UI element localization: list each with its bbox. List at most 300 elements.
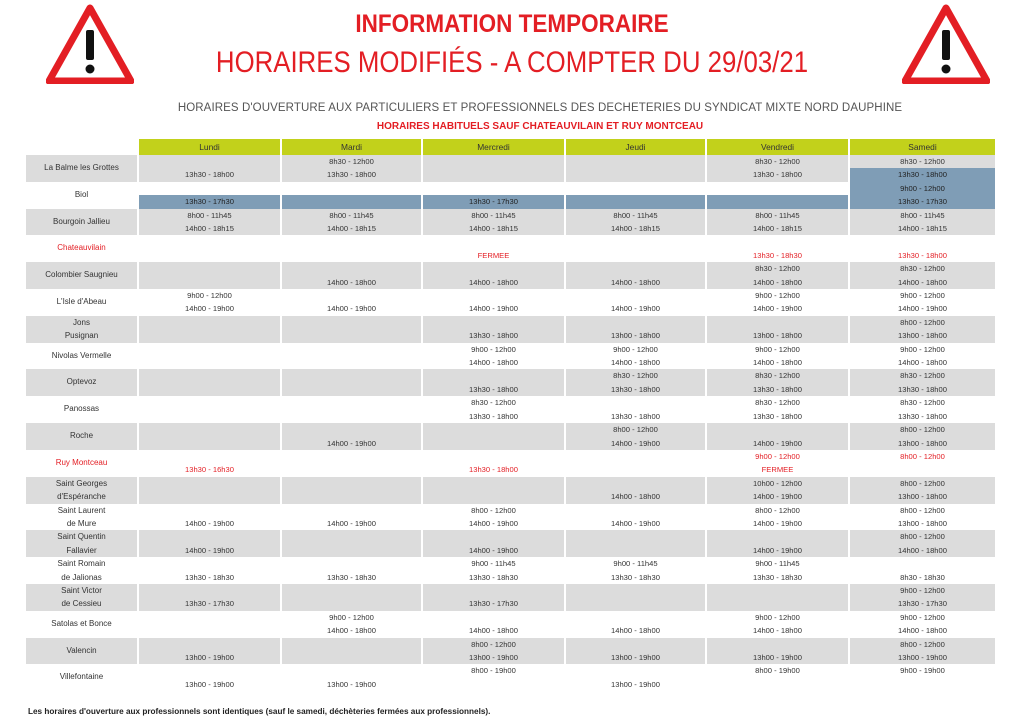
site-name — [26, 450, 138, 477]
schedule-cell: 8h00 - 12h00 — [849, 423, 996, 436]
table-header-blank — [26, 139, 138, 155]
site-name — [26, 262, 138, 289]
schedule-cell — [422, 611, 565, 624]
schedule-cell: 14h00 - 19h00 — [565, 437, 706, 450]
schedule-cell — [281, 289, 422, 302]
schedule-cell: 8h00 - 12h00 — [849, 638, 996, 651]
table-row — [26, 571, 996, 584]
schedule-cell — [422, 289, 565, 302]
schedule-cell: 14h00 - 19h00 — [706, 490, 849, 503]
schedule-cell: 8h00 - 11h45 — [849, 209, 996, 222]
schedule-cell — [422, 678, 565, 691]
schedule-cell: 8h30 - 12h00 — [849, 396, 996, 409]
schedule-cell — [565, 584, 706, 597]
schedule-cell — [422, 369, 565, 382]
schedule-cell — [422, 437, 565, 450]
site-name-line: Fallavier — [66, 545, 97, 555]
schedule-cell: FERMEE — [706, 463, 849, 476]
schedule-cell — [706, 423, 849, 436]
schedule-cell: 9h00 - 12h00 — [138, 289, 281, 302]
schedule-cell — [565, 664, 706, 677]
schedule-cell: 13h30 - 18h00 — [422, 383, 565, 396]
site-name-line: L'Isle d'Abeau — [56, 297, 107, 307]
schedule-cell: 14h00 - 18h00 — [565, 624, 706, 637]
site-name — [26, 209, 138, 236]
site-name-line: Saint Quentin — [57, 532, 106, 542]
schedule-cell: 13h30 - 18h30 — [565, 571, 706, 584]
schedule-cell: 14h00 - 19h00 — [138, 302, 281, 315]
schedule-exception-note: HORAIRES HABITUELS SAUF CHATEAUVILAIN ET RUY MONTCEAU — [376, 121, 704, 132]
schedule-cell: 14h00 - 18h00 — [849, 356, 996, 369]
schedule-cell — [281, 249, 422, 262]
site-name-line: Optevoz — [66, 377, 97, 387]
table-row — [26, 450, 996, 463]
table-header-day: Samedi — [849, 139, 996, 155]
schedule-cell: 13h30 - 17h30 — [138, 195, 281, 208]
schedule-cell — [565, 155, 706, 168]
schedule-cell: 14h00 - 19h00 — [706, 544, 849, 557]
schedule-cell: 8h00 - 12h00 — [849, 316, 996, 329]
schedule-cell: 13h30 - 16h30 — [138, 463, 281, 476]
schedule-cell: 9h00 - 12h00 — [706, 450, 849, 463]
table-row — [26, 490, 996, 503]
schedule-cell: 13h30 - 18h00 — [849, 168, 996, 181]
schedule-cell: 10h00 - 12h00 — [706, 477, 849, 490]
site-name-line: de Jalionas — [61, 572, 102, 582]
site-name-line: Ruy Montceau — [55, 457, 108, 467]
schedule-cell: 14h00 - 19h00 — [138, 544, 281, 557]
schedule-cell: 14h00 - 18h00 — [422, 276, 565, 289]
site-name — [26, 423, 138, 450]
schedule-cell — [281, 262, 422, 275]
schedule-cell: 13h30 - 18h00 — [281, 168, 422, 181]
schedule-cell — [138, 343, 281, 356]
schedule-cell: 13h30 - 18h30 — [281, 571, 422, 584]
schedule-cell: 8h30 - 12h00 — [565, 369, 706, 382]
schedule-cell: 8h30 - 12h00 — [706, 262, 849, 275]
schedule-cell — [138, 530, 281, 543]
schedule-cell: 14h00 - 18h00 — [281, 624, 422, 637]
schedule-cell: 8h00 - 12h00 — [849, 477, 996, 490]
schedule-cell — [281, 235, 422, 248]
table-row — [26, 678, 996, 691]
schedule-cell: 9h00 - 12h00 — [706, 289, 849, 302]
schedule-cell: 13h00 - 19h00 — [138, 678, 281, 691]
site-name — [26, 611, 138, 638]
schedule-cell — [565, 235, 706, 248]
schedule-cell — [565, 477, 706, 490]
schedule-cell — [422, 168, 565, 181]
schedule-cell — [565, 182, 706, 195]
schedule-cell: 13h00 - 18h00 — [849, 437, 996, 450]
schedule-cell — [422, 450, 565, 463]
table-row — [26, 410, 996, 423]
table-row — [26, 504, 996, 517]
table-header-day: Mercredi — [422, 139, 565, 155]
schedule-cell: 9h00 - 12h00 — [706, 343, 849, 356]
schedule-cell: 9h00 - 12h00 — [281, 611, 422, 624]
schedule-cell — [281, 664, 422, 677]
table-row — [26, 316, 996, 329]
schedule-cell — [565, 249, 706, 262]
schedule-cell: 13h00 - 19h00 — [138, 651, 281, 664]
schedule-cell: 13h00 - 18h00 — [565, 329, 706, 342]
site-name-line: Panossas — [63, 404, 100, 414]
schedule-cell — [565, 262, 706, 275]
schedule-cell — [138, 396, 281, 409]
schedule-cell: 13h00 - 18h00 — [706, 329, 849, 342]
schedule-cell: 9h00 - 12h00 — [706, 611, 849, 624]
schedule-cell: 8h00 - 11h45 — [422, 209, 565, 222]
schedule-cell — [565, 504, 706, 517]
schedule-cell: 14h00 - 18h15 — [422, 222, 565, 235]
schedule-cell — [281, 182, 422, 195]
schedule-cell — [706, 584, 849, 597]
schedule-cell: 14h00 - 18h00 — [706, 276, 849, 289]
schedule-cell: 8h00 - 11h45 — [565, 209, 706, 222]
schedule-cell: 8h30 - 12h00 — [706, 396, 849, 409]
schedule-cell: 13h30 - 17h30 — [849, 597, 996, 610]
schedule-cell — [706, 182, 849, 195]
schedule-cell — [281, 396, 422, 409]
schedule-cell: 9h00 - 12h00 — [849, 611, 996, 624]
schedule-cell — [138, 262, 281, 275]
schedule-cell: 8h30 - 12h00 — [281, 155, 422, 168]
table-row — [26, 611, 996, 624]
table-row — [26, 638, 996, 651]
schedule-cell — [849, 557, 996, 570]
table-row — [26, 423, 996, 436]
table-row — [26, 517, 996, 530]
schedule-cell: 14h00 - 19h00 — [565, 302, 706, 315]
site-name-line: La Balme les Grottes — [44, 163, 119, 172]
schedule-cell — [138, 437, 281, 450]
schedule-cell — [138, 356, 281, 369]
schedule-cell — [706, 195, 849, 208]
site-name-line: de Mure — [66, 518, 97, 528]
schedule-cell: 13h30 - 18h00 — [849, 249, 996, 262]
schedule-cell — [422, 262, 565, 275]
schedule-cell: 13h30 - 18h00 — [706, 383, 849, 396]
schedule-cell — [281, 343, 422, 356]
schedule-cell — [138, 611, 281, 624]
schedule-cell: 13h30 - 18h00 — [422, 410, 565, 423]
table-row — [26, 168, 996, 181]
schedule-cell — [281, 584, 422, 597]
table-row — [26, 477, 996, 490]
schedule-cell: 8h30 - 12h00 — [422, 396, 565, 409]
schedule-cell — [706, 638, 849, 651]
page-title: INFORMATION TEMPORAIRE — [355, 10, 669, 38]
schedule-cell: 14h00 - 19h00 — [849, 302, 996, 315]
schedule-cell: 13h30 - 18h00 — [565, 410, 706, 423]
site-name — [26, 530, 138, 557]
footer-note: Les horaires d'ouverture aux professionnels sont identiques (sauf le samedi, déchèteries fermées aux professionnels). — [28, 707, 491, 716]
schedule-cell — [565, 450, 706, 463]
schedule-cell: 8h00 - 12h00 — [706, 504, 849, 517]
schedule-cell — [138, 235, 281, 248]
schedule-cell: 8h00 - 11h45 — [138, 209, 281, 222]
table-header-day: Mardi — [281, 139, 422, 155]
table-header-row — [26, 139, 996, 155]
schedule-cell — [422, 584, 565, 597]
schedule-cell — [138, 383, 281, 396]
schedule-cell — [138, 638, 281, 651]
schedule-cell — [281, 638, 422, 651]
site-name-line: de Cessieu — [61, 599, 102, 609]
schedule-cell: 13h30 - 18h00 — [422, 463, 565, 476]
schedule-cell: 13h30 - 17h30 — [422, 195, 565, 208]
schedule-cell: 13h30 - 18h00 — [422, 329, 565, 342]
schedule-cell: 8h00 - 19h00 — [706, 664, 849, 677]
site-name-line: Biol — [74, 189, 89, 199]
site-name — [26, 369, 138, 396]
schedule-cell: 8h30 - 18h30 — [849, 571, 996, 584]
site-name — [26, 557, 138, 584]
schedule-cell — [138, 316, 281, 329]
schedule-cell — [706, 316, 849, 329]
schedule-cell — [281, 557, 422, 570]
schedule-cell — [281, 597, 422, 610]
table-row — [26, 597, 996, 610]
site-name-line: Valencin — [66, 645, 97, 655]
schedule-cell — [138, 584, 281, 597]
schedule-cell — [138, 477, 281, 490]
schedule-cell: 13h30 - 18h30 — [422, 571, 565, 584]
schedule-cell — [281, 463, 422, 476]
schedule-cell — [281, 316, 422, 329]
schedule-cell — [138, 410, 281, 423]
schedule-cell: 13h00 - 18h00 — [849, 490, 996, 503]
schedule-cell: 9h00 - 12h00 — [849, 289, 996, 302]
schedule-cell — [281, 369, 422, 382]
schedule-cell: 14h00 - 18h15 — [849, 222, 996, 235]
schedule-cell — [138, 490, 281, 503]
table-row — [26, 584, 996, 597]
table-row — [26, 155, 996, 168]
schedule-cell — [565, 544, 706, 557]
site-name — [26, 182, 138, 209]
table-row — [26, 235, 996, 248]
schedule-cell: 8h00 - 12h00 — [849, 504, 996, 517]
site-name — [26, 396, 138, 423]
schedule-cell: 8h00 - 12h00 — [422, 638, 565, 651]
schedule-cell: FERMEE — [422, 249, 565, 262]
schedule-cell: 13h00 - 19h00 — [565, 651, 706, 664]
schedule-cell — [422, 235, 565, 248]
site-name — [26, 235, 138, 262]
site-name-line: Roche — [69, 431, 94, 441]
schedule-cell — [281, 383, 422, 396]
table-row — [26, 209, 996, 222]
schedule-cell — [422, 530, 565, 543]
schedule-cell — [849, 235, 996, 248]
schedule-cell: 8h30 - 12h00 — [849, 369, 996, 382]
schedule-cell — [565, 463, 706, 476]
schedule-cell — [281, 410, 422, 423]
table-row — [26, 651, 996, 664]
schedule-cell: 14h00 - 18h00 — [849, 276, 996, 289]
schedule-cell: 13h00 - 19h00 — [565, 678, 706, 691]
site-name — [26, 343, 138, 370]
table-row — [26, 222, 996, 235]
schedule-cell: 14h00 - 19h00 — [706, 517, 849, 530]
schedule-cell — [138, 423, 281, 436]
schedule-cell: 13h30 - 18h30 — [706, 249, 849, 262]
schedule-cell: 13h00 - 18h00 — [849, 329, 996, 342]
site-name-line: Bourgoin Jallieu — [53, 216, 110, 226]
schedule-cell: 14h00 - 19h00 — [281, 517, 422, 530]
schedule-cell: 14h00 - 18h00 — [706, 624, 849, 637]
site-name-line: Saint Victor — [61, 585, 102, 595]
schedule-cell: 13h00 - 19h00 — [849, 651, 996, 664]
site-name-line: Chateauvilain — [57, 243, 106, 253]
schedule-cell — [422, 182, 565, 195]
page-subtitle: HORAIRES MODIFIÉS - A COMPTER DU 29/03/21 — [215, 46, 809, 79]
schedule-cell — [565, 396, 706, 409]
schedule-cell: 13h00 - 19h00 — [281, 678, 422, 691]
schedule-cell: 9h00 - 11h45 — [422, 557, 565, 570]
site-name — [26, 504, 138, 531]
schedule-cell: 14h00 - 19h00 — [706, 437, 849, 450]
table-row — [26, 302, 996, 315]
schedule-cell: 14h00 - 19h00 — [706, 302, 849, 315]
schedule-cell — [138, 504, 281, 517]
schedule-cell — [422, 423, 565, 436]
table-row — [26, 289, 996, 302]
table-row — [26, 369, 996, 382]
site-name — [26, 664, 138, 691]
schedule-cell — [281, 544, 422, 557]
schedule-cell: 9h00 - 12h00 — [565, 343, 706, 356]
site-name — [26, 638, 138, 665]
schedule-cell: 14h00 - 18h00 — [849, 544, 996, 557]
table-header-day: Lundi — [138, 139, 281, 155]
site-name — [26, 316, 138, 343]
schedule-cell — [281, 329, 422, 342]
schedule-cell — [281, 651, 422, 664]
table-row — [26, 396, 996, 409]
schedule-cell: 14h00 - 19h00 — [422, 302, 565, 315]
schedule-cell — [565, 597, 706, 610]
schedule-cell: 14h00 - 19h00 — [422, 544, 565, 557]
schedule-cell — [281, 530, 422, 543]
schedule-cell: 8h00 - 12h00 — [422, 504, 565, 517]
schedule-cell — [565, 168, 706, 181]
schedule-cell — [281, 195, 422, 208]
schedule-cell — [281, 450, 422, 463]
schedule-cell — [422, 155, 565, 168]
schedule-cell — [281, 477, 422, 490]
table-row — [26, 249, 996, 262]
schedule-cell: 9h00 - 11h45 — [706, 557, 849, 570]
schedule-cell: 9h00 - 19h00 — [849, 664, 996, 677]
schedule-cell: 8h30 - 12h00 — [849, 155, 996, 168]
schedule-cell: 8h00 - 12h00 — [849, 450, 996, 463]
schedule-cell — [565, 289, 706, 302]
schedule-cell: 14h00 - 18h00 — [706, 356, 849, 369]
table-header-day: Vendredi — [706, 139, 849, 155]
schedule-cell: 14h00 - 18h15 — [138, 222, 281, 235]
site-name-line: Jons — [73, 317, 90, 327]
schedule-cell: 14h00 - 18h15 — [565, 222, 706, 235]
schedule-cell: 8h30 - 12h00 — [706, 155, 849, 168]
site-name-line: Pusignan — [64, 331, 99, 341]
site-name — [26, 584, 138, 611]
site-name-line: Villefontaine — [59, 672, 104, 682]
schedule-cell: 14h00 - 18h00 — [565, 490, 706, 503]
schedule-cell — [138, 557, 281, 570]
schedule-cell: 14h00 - 19h00 — [281, 437, 422, 450]
table-row — [26, 356, 996, 369]
site-name — [26, 155, 138, 182]
schedule-cell — [138, 664, 281, 677]
table-row — [26, 276, 996, 289]
schedule-cell: 14h00 - 18h00 — [281, 276, 422, 289]
schedule-cell: 8h00 - 12h00 — [565, 423, 706, 436]
schedule-cell — [422, 316, 565, 329]
schedule-cell — [138, 450, 281, 463]
schedule-table — [26, 139, 997, 691]
schedule-description: HORAIRES D'OUVERTURE AUX PARTICULIERS ET PROFESSIONNELS DES DECHETERIES DU SYNDICAT MIXTE NORD DAUPHINE — [177, 102, 903, 114]
schedule-cell — [138, 369, 281, 382]
table-header-day: Jeudi — [565, 139, 706, 155]
schedule-cell: 14h00 - 18h00 — [422, 624, 565, 637]
schedule-cell: 13h30 - 18h00 — [706, 168, 849, 181]
table-row — [26, 383, 996, 396]
schedule-cell: 9h00 - 12h00 — [849, 343, 996, 356]
schedule-cell: 14h00 - 19h00 — [565, 517, 706, 530]
schedule-cell: 9h00 - 11h45 — [565, 557, 706, 570]
schedule-cell — [138, 249, 281, 262]
schedule-cell: 14h00 - 19h00 — [422, 517, 565, 530]
schedule-cell — [565, 530, 706, 543]
schedule-cell: 13h30 - 18h30 — [706, 571, 849, 584]
schedule-cell — [281, 423, 422, 436]
schedule-cell: 14h00 - 19h00 — [281, 302, 422, 315]
site-name-line: Satolas et Bonce — [51, 618, 112, 628]
site-name-line: d'Espéranche — [57, 492, 106, 502]
schedule-cell — [849, 463, 996, 476]
schedule-cell — [706, 597, 849, 610]
schedule-cell: 13h00 - 19h00 — [422, 651, 565, 664]
schedule-cell — [138, 182, 281, 195]
schedule-cell — [706, 530, 849, 543]
schedule-cell: 13h30 - 18h00 — [849, 383, 996, 396]
schedule-cell: 14h00 - 18h00 — [565, 356, 706, 369]
schedule-cell — [281, 356, 422, 369]
schedule-cell: 13h30 - 17h30 — [422, 597, 565, 610]
table-row — [26, 664, 996, 677]
table-row — [26, 530, 996, 543]
table-row — [26, 195, 996, 208]
table-row — [26, 182, 996, 195]
schedule-cell: 8h00 - 19h00 — [422, 664, 565, 677]
schedule-cell: 13h30 - 18h00 — [565, 383, 706, 396]
schedule-cell — [706, 235, 849, 248]
schedule-cell: 13h30 - 18h00 — [849, 410, 996, 423]
site-name-line: Saint Laurent — [57, 505, 106, 515]
schedule-cell — [138, 155, 281, 168]
schedule-cell: 9h00 - 12h00 — [849, 584, 996, 597]
table-row — [26, 343, 996, 356]
schedule-cell — [565, 195, 706, 208]
table-row — [26, 262, 996, 275]
table-row — [26, 557, 996, 570]
schedule-cell: 8h00 - 12h00 — [849, 530, 996, 543]
schedule-cell: 13h30 - 18h30 — [138, 571, 281, 584]
schedule-cell — [565, 638, 706, 651]
